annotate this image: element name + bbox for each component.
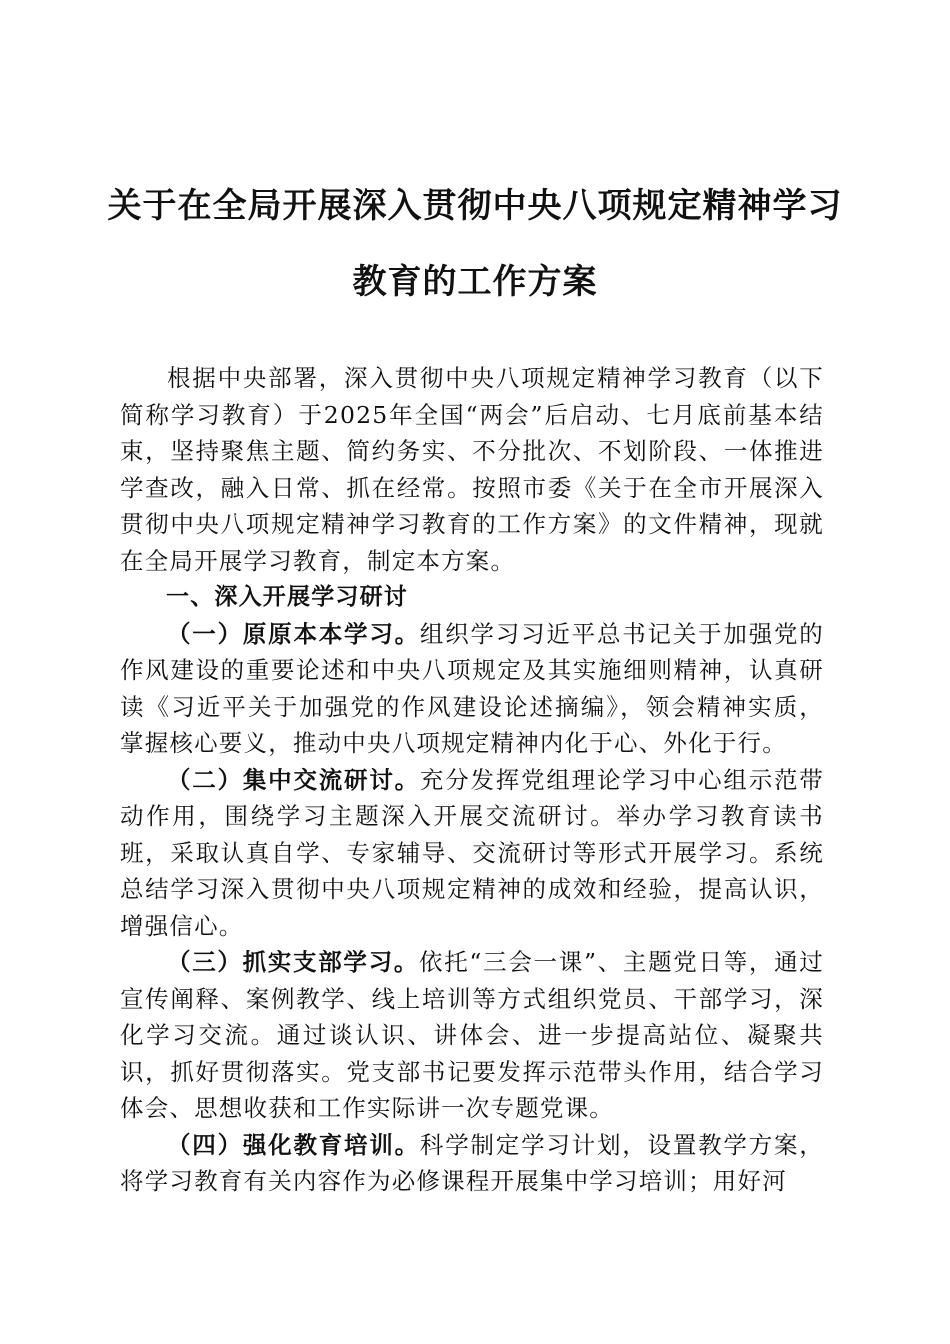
list-item (120, 944, 824, 1127)
item-lead: （一）原原本本学习。 (167, 619, 420, 648)
item-text: 充分发挥党组理论学习中心组示范带动作用，围绕学习主题深入开展交流研讨。举办学习教育读书班，采取认真自学、专家辅导、交流研讨等形式开展学习。系统总结学习深入贯彻中央八项规定精神的成效和经验，提高认识，增强信心。 (120, 765, 824, 940)
item-lead: （二）集中交流研讨。 (167, 765, 420, 794)
item-lead: （三）抓实支部学习。 (167, 948, 420, 976)
document-title: 关于在全局开展深入贯彻中央八项规定精神学习教育的工作方案 (107, 186, 843, 302)
item-text: 科学制定学习计划，设置教学方案，将学习教育有关内容作为必修课程开展集中学习培训；用好河 (120, 1130, 824, 1195)
item-text: 组织学习习近平总书记关于加强党的作风建设的重要论述和中央八项规定及其实施细则精神，认真研读《习近平关于加强党的作风建设论述摘编》，领会精神实质，掌握核心要义，推动中央八项规定精神内化于心、外化于行。 (120, 619, 824, 757)
intro-paragraph: 根据中央部署，深入贯彻中央八项规定精神学习教育（以下简称学习教育）于2025年全国“两会”后启动、七月底前基本结束，坚持聚焦主题、简约务实、不分批次、不划阶段、一体推进学查改，融入日常、抓在经常。按照市委《关于在全市开展深入贯彻中央八项规定精神学习教育的工作方案》的文件精神，现就在全局开展学习教育，制定本方案。 (120, 364, 824, 575)
list-item (120, 762, 824, 945)
list-item (120, 1127, 824, 1200)
section-heading-1: 一、深入开展学习研讨 (166, 584, 408, 610)
item-lead: （四）强化教育培训。 (167, 1130, 420, 1159)
document-body (120, 360, 824, 1200)
item-text: 依托“三会一课”、主题党日等，通过宣传阐释、案例教学、线上培训等方式组织党员、干部学习，深化学习交流。通过谈认识、讲体会、进一步提高站位、凝聚共识，抓好贯彻落实。党支部书记要发挥示范带头作用，结合学习体会、思想收获和工作实际讲一次专题党课。 (120, 948, 824, 1122)
list-item (120, 616, 824, 762)
